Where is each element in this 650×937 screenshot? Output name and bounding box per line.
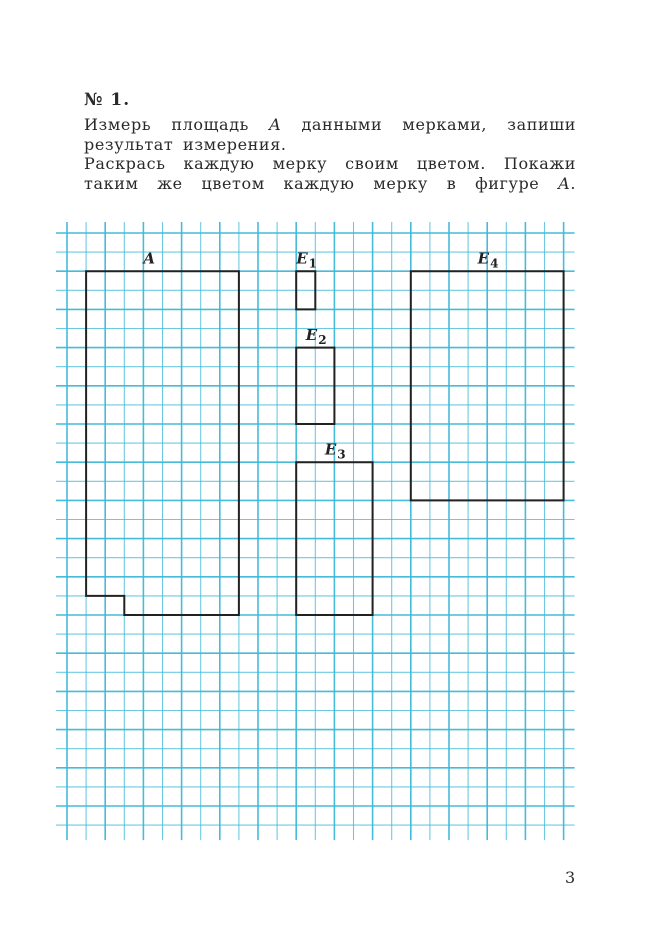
figure-label: $E_4$ bbox=[477, 249, 499, 271]
figure-label: $E_3$ bbox=[324, 440, 346, 462]
figure-label: $E_2$ bbox=[305, 325, 327, 347]
figures bbox=[86, 250, 563, 615]
figure-e1 bbox=[295, 250, 317, 310]
figure-label: A bbox=[143, 249, 156, 268]
figure-label: $E_1$ bbox=[296, 249, 317, 271]
instruction-line-3: Раскрась каждую мерку своим цветом. Покажи bbox=[84, 154, 576, 173]
task-number: № 1. bbox=[84, 90, 131, 110]
instruction-line-2: результат измерения. bbox=[84, 134, 287, 154]
page-number: 3 bbox=[565, 868, 576, 887]
instruction-line-4: таким же цветом каждую мерку в фигуре A. bbox=[84, 173, 576, 193]
grid-lines bbox=[56, 222, 575, 840]
instruction-line-1: Измерь площадь A данными мерками, запиши bbox=[84, 115, 577, 134]
